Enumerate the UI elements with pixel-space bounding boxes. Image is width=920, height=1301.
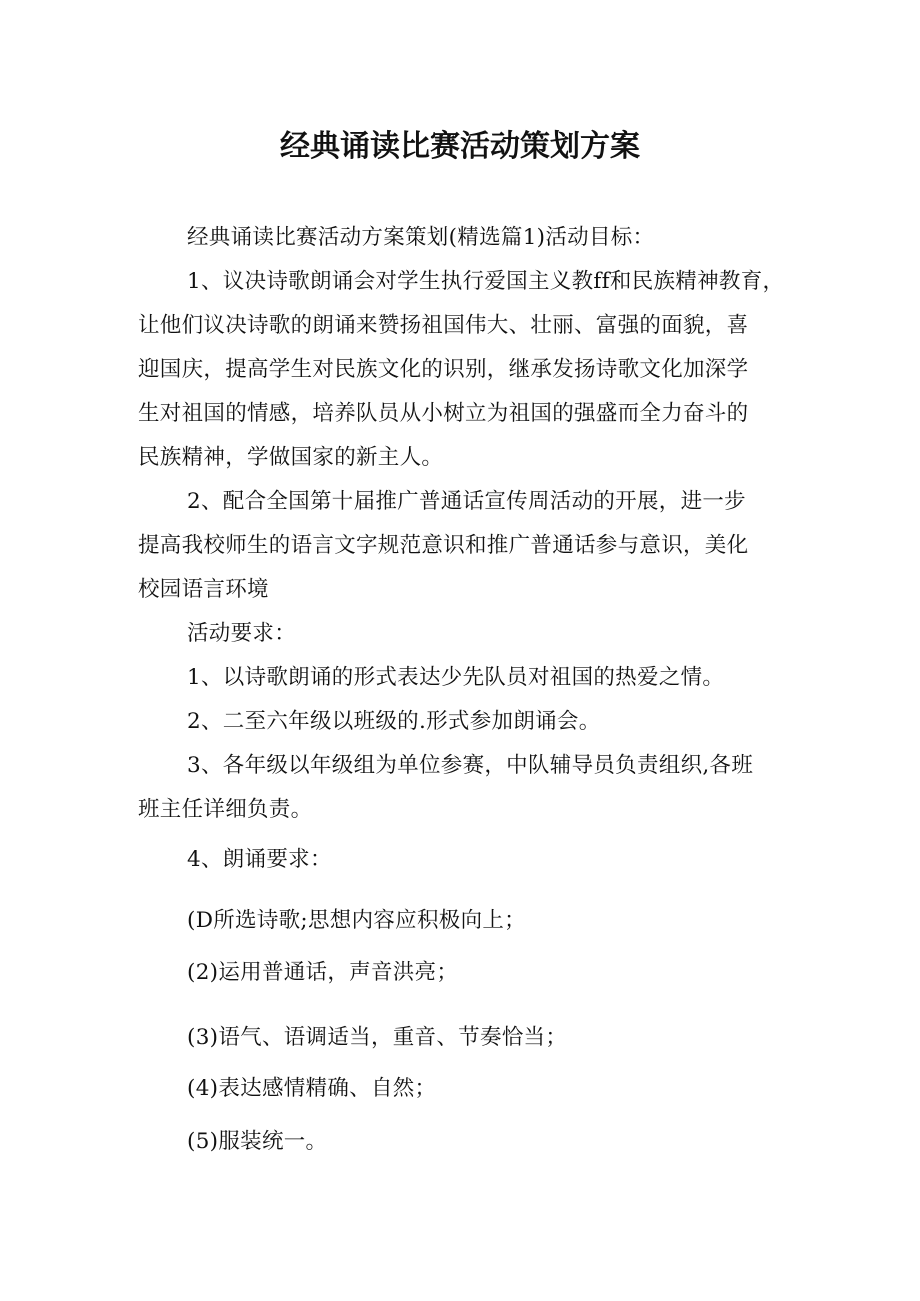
recitation-item-5: (5)服装统一。	[187, 1129, 328, 1154]
recitation-item-3: (3)语气、语调适当，重音、节奏恰当；	[187, 1025, 568, 1050]
goal-2-line-3: 校园语言环境	[138, 577, 269, 602]
requirement-2: 2、二至六年级以班级的.形式参加朗诵会。	[187, 709, 601, 734]
recitation-item-2: (2)运用普通话，声音洪亮；	[187, 960, 459, 985]
goal-1-line-1: 1、议决诗歌朗诵会对学生执行爱国主义教ff和民族精神教育，	[187, 269, 785, 294]
requirement-1: 1、以诗歌朗诵的形式表达少先队员对祖国的热爱之情。	[187, 665, 725, 690]
requirement-4-heading: 4、朗诵要求：	[187, 847, 332, 872]
requirements-heading: 活动要求：	[187, 621, 297, 646]
intro-line: 经典诵读比赛活动方案策划(精选篇1)活动目标：	[187, 225, 655, 250]
requirement-3-line-2: 班主任详细负责。	[138, 797, 313, 822]
goal-1-line-2: 让他们议决诗歌的朗诵来赞扬祖国伟大、壮丽、富强的面貌，喜	[138, 313, 749, 338]
goal-2-line-1: 2、配合全国第十届推广普通话宣传周活动的开展，进一步	[187, 489, 746, 514]
recitation-item-1: (D所选诗歌;思想内容应积极向上；	[187, 908, 526, 933]
goal-1-line-4: 生对祖国的情感，培养队员从小树立为祖国的强盛而全力奋斗的	[138, 401, 749, 426]
recitation-item-4: (4)表达感情精确、自然；	[187, 1076, 437, 1101]
requirement-3-line-1: 3、各年级以年级组为单位参赛，中队辅导员负责组织,各班	[187, 753, 754, 778]
goal-1-line-5: 民族精神，学做国家的新主人。	[138, 445, 444, 470]
goal-2-line-2: 提高我校师生的语言文字规范意识和推广普通话参与意识，美化	[138, 533, 749, 558]
document-title: 经典诵读比赛活动策划方案	[280, 129, 640, 164]
goal-1-line-3: 迎国庆，提高学生对民族文化的识别，继承发扬诗歌文化加深学	[138, 357, 749, 382]
